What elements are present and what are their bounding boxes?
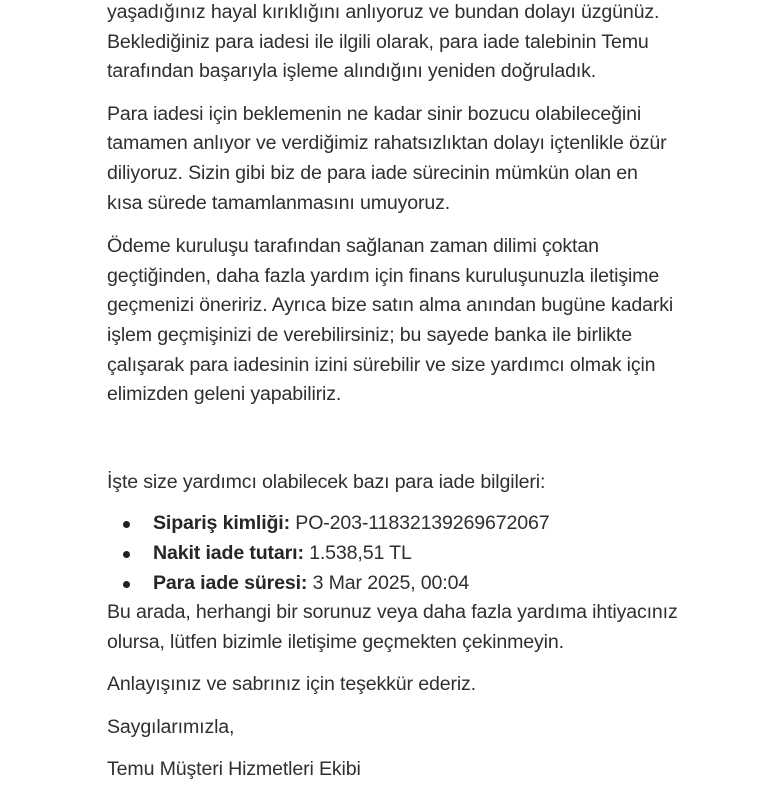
contact-note-paragraph — [107, 598, 747, 657]
text-line: çalışarak para iadesinin izini sürebilir ve size yardımcı olmak için — [107, 353, 656, 376]
closing-line: Saygılarımızla, — [107, 715, 235, 738]
text-line: Ödeme kuruluşu tarafından sağlanan zaman dilimi çoktan — [107, 235, 599, 258]
paragraph-spacer — [107, 657, 747, 670]
refund-info-time — [107, 569, 747, 599]
paragraph-spacer — [107, 87, 747, 100]
text-line: yaşadığınız hayal kırıklığını anlıyoruz ve bundan dolayı üzgünüz. — [107, 1, 660, 23]
refund-time-label: Para iade süresi: — [153, 571, 308, 594]
bank-contact-paragraph — [107, 232, 747, 410]
refund-info-list — [107, 509, 747, 598]
bullet-icon — [123, 581, 130, 588]
order-id-label: Sipariş kimliği: — [153, 512, 290, 535]
bullet-icon — [123, 521, 130, 528]
text-line: tarafından başarıyla işleme alındığını yeniden doğruladık. — [107, 60, 597, 83]
apology-paragraph — [107, 0, 747, 87]
text-line: Beklediğiniz para iadesi ile ilgili olarak, para iade talebinin Temu — [107, 30, 649, 53]
refund-amount-value: 1.538,51 TL — [309, 541, 412, 564]
refund-time-value: 3 Mar 2025, 00:04 — [312, 571, 470, 594]
text-line: tamamen anlıyor ve verdiğimiz rahatsızlıktan dolayı içtenlikle özür — [107, 132, 667, 155]
refund-amount-label: Nakit iade tutarı: — [153, 541, 304, 564]
signature-line: Temu Müşteri Hizmetleri Ekibi — [107, 758, 361, 781]
text-line: geçmenizi öneririz. Ayrıca bize satın alma anından bugüne kadarki — [107, 294, 674, 317]
text-line: Bu arada, herhangi bir sorunuz veya daha fazla yardıma ihtiyacınız — [107, 601, 678, 624]
text-line: olursa, lütfen bizimle iletişime geçmekten çekinmeyin. — [107, 630, 564, 653]
paragraph-spacer — [107, 700, 747, 713]
text-line: diliyoruz. Sizin gibi biz de para iade sürecinin mümkün olan en — [107, 161, 638, 184]
bullet-icon — [123, 551, 130, 558]
text-line: işlem geçmişinizi de verebilirsiniz; bu sayede banka ile birlikte — [107, 323, 632, 346]
refund-info-amount — [107, 539, 747, 569]
paragraph-spacer — [107, 497, 747, 509]
order-id-value: PO-203-11832139269672067 — [295, 512, 550, 535]
thanks-line: Anlayışınız ve sabrınız için teşekkür ederiz. — [107, 673, 476, 696]
refund-info-intro: İşte size yardımcı olabilecek bazı para iade bilgileri: — [107, 470, 546, 493]
paragraph-spacer — [107, 410, 747, 468]
text-line: elimizden geleni yapabiliriz. — [107, 383, 342, 406]
text-line: geçtiğinden, daha fazla yardım için finans kuruluşunuzla iletişime — [107, 264, 660, 287]
text-line: Para iadesi için beklemenin ne kadar sinir bozucu olabileceğini — [107, 102, 642, 125]
email-body — [107, 0, 747, 785]
paragraph-spacer — [107, 218, 747, 232]
empathy-paragraph — [107, 100, 747, 218]
paragraph-spacer — [107, 742, 747, 755]
refund-info-order-id — [107, 509, 747, 539]
text-line: kısa sürede tamamlanmasını umuyoruz. — [107, 191, 451, 214]
